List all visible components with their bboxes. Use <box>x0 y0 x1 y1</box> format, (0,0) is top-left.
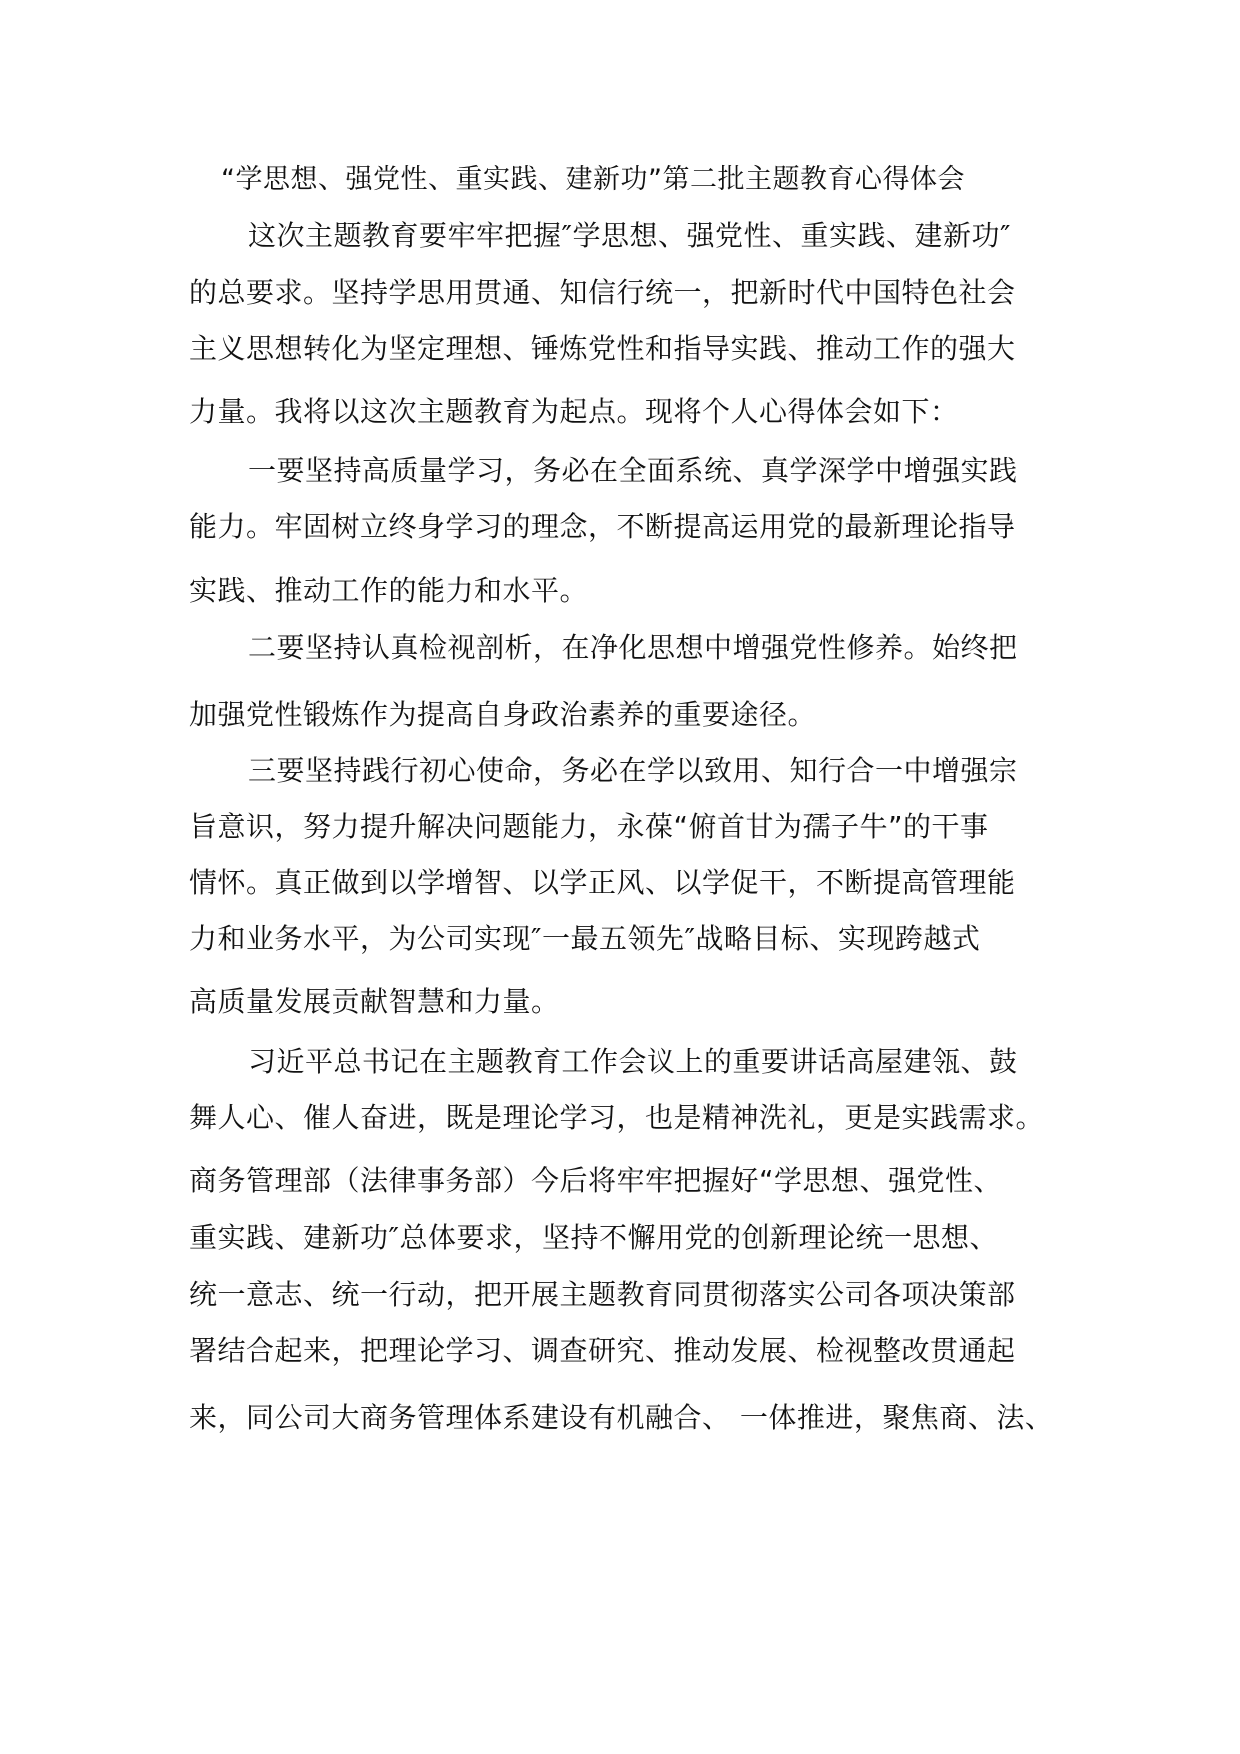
paragraph-3-line-1: 二要坚持认真检视剖析，在净化思想中增强党性修养。始终把 <box>248 631 1018 664</box>
paragraph-1-line-1: 这次主题教育要牢牢把握″学思想、强党性、重实践、建新功″ <box>248 219 1011 252</box>
paragraph-5-line-7: 来，同公司大商务管理体系建设有机融合、 一体推进，聚焦商、法、 <box>189 1401 1054 1434</box>
paragraph-5-line-2: 舞人心、催人奋进，既是理论学习，也是精神洗礼，更是实践需求。 <box>189 1101 1045 1134</box>
paragraph-5-line-5: 统一意志、统一行动，把开展主题教育同贯彻落实公司各项决策部 <box>189 1278 1016 1311</box>
paragraph-1-line-4: 力量。我将以这次主题教育为起点。现将个人心得体会如下： <box>189 395 959 428</box>
paragraph-2-line-1: 一要坚持高质量学习，务必在全面系统、真学深学中增强实践 <box>248 454 1018 487</box>
paragraph-5-line-1: 习近平总书记在主题教育工作会议上的重要讲话高屋建瓴、鼓 <box>248 1045 1018 1078</box>
paragraph-5-line-3: 商务管理部（法律事务部）今后将牢牢把握好“学思想、强党性、 <box>189 1164 1003 1197</box>
paragraph-4-line-3: 情怀。真正做到以学增智、以学正风、以学促干，不断提高管理能 <box>189 866 1016 899</box>
paragraph-2-line-3: 实践、推动工作的能力和水平。 <box>189 574 589 607</box>
paragraph-1-line-3: 主义思想转化为坚定理想、锤炼党性和指导实践、推动工作的强大 <box>189 332 1016 365</box>
paragraph-1-line-2: 的总要求。坚持学思用贯通、知信行统一，把新时代中国特色社会 <box>189 276 1016 309</box>
paragraph-5-line-4: 重实践、建新功″总体要求，坚持不懈用党的创新理论统一思想、 <box>189 1221 998 1254</box>
paragraph-2-line-2: 能力。牢固树立终身学习的理念，不断提高运用党的最新理论指导 <box>189 510 1016 543</box>
paragraph-4-line-2: 旨意识，努力提升解决问题能力，永葆“俯首甘为孺子牛”的干事 <box>189 810 989 843</box>
paragraph-3-line-2: 加强党性锻炼作为提高自身政治素养的重要途径。 <box>189 698 817 731</box>
paragraph-4-line-1: 三要坚持践行初心使命，务必在学以致用、知行合一中增强宗 <box>248 754 1018 787</box>
document-title: “学思想、强党性、重实践、建新功”第二批主题教育心得体会 <box>221 164 965 195</box>
paragraph-4-line-4: 力和业务水平，为公司实现″一最五领先″战略目标、实现跨越式 <box>189 922 981 955</box>
paragraph-5-line-6: 署结合起来，把理论学习、调查研究、推动发展、检视整改贯通起 <box>189 1334 1016 1367</box>
paragraph-4-line-5: 高质量发展贡献智慧和力量。 <box>189 985 560 1018</box>
